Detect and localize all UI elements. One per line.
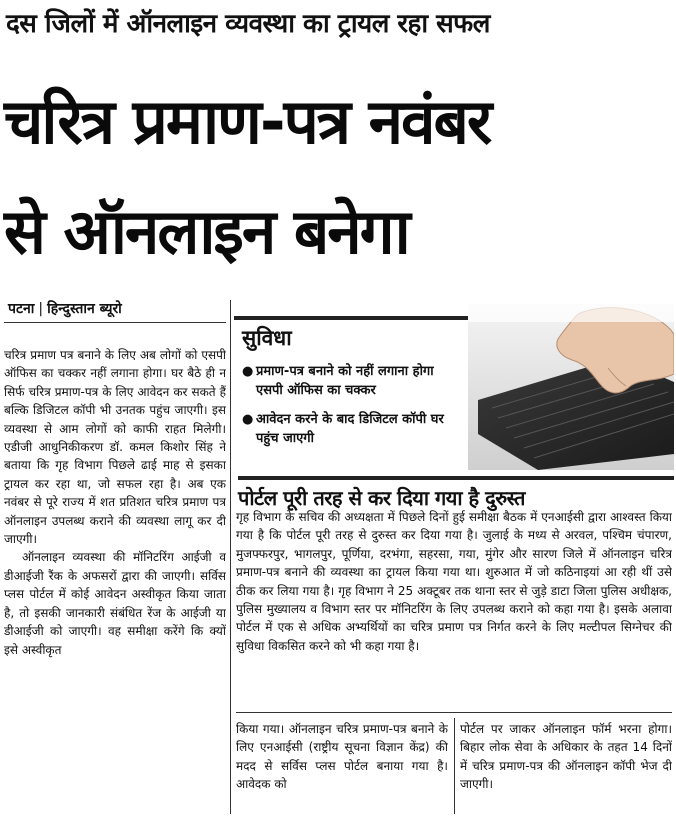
- left-paragraph-1: चरित्र प्रमाण पत्र बनाने के लिए अब लोगों को एसपी ऑफिस का चक्कर नहीं लगाना होगा। घर बैठे ही न सिर्फ चरित्र प्रमाण-पत्र के लिए आवेदन कर सकते हैं बल्कि डिजिटल कॉपी भी उनतक पहुंच जाएगी। इस व्यवस्था से आम लोगों को काफी राहत मिलेगी। एडीजी आधुनिकीकरण डॉ. कमल किशोर सिंह ने बताया कि गृह विभाग पिछले ढाई माह से इसका ट्रायल कर रहा था, जो सफल रहा है। अब एक नवंबर से पूरे राज्य में शत प्रतिशत चरित्र प्रमाण पत्र ऑनलाइन उपलब्ध कराने की व्यवस्था लागू कर दी जाएगी।: [4, 348, 226, 547]
- byline: [8, 299, 122, 318]
- byline-source: हिन्दुस्तान ब्यूरो: [47, 301, 122, 317]
- subsection-heading: पोर्टल पूरी तरह से कर दिया गया है दुरुस्त: [238, 476, 674, 511]
- keyboard-hand-photo-icon: [468, 304, 674, 470]
- facility-point-text: आवेदन करने के बाद डिजिटल कॉपी घर पहुंच जाएगी: [256, 412, 444, 446]
- column-divider-left: [230, 300, 231, 814]
- column-divider-bottom: [454, 718, 455, 814]
- byline-separator: |: [38, 301, 44, 317]
- facility-point: [240, 410, 462, 448]
- byline-place: पटना: [8, 301, 35, 317]
- subsection-body: [236, 508, 672, 708]
- kicker-headline: दस जिलों में ऑनलाइन व्यवस्था का ट्रायल रहा सफल: [6, 9, 490, 39]
- headline-line-2: से ऑनलाइन बनेगा: [4, 195, 409, 268]
- facility-box: [234, 310, 464, 470]
- bottom-column-1: [236, 720, 448, 816]
- bottom-column-2-text: पोर्टल पर जाकर ऑनलाइन फॉर्म भरना होगा। बिहार लोक सेवा के अधिकार के तहत 14 दिनों में चरित्र प्रमाण-पत्र की ऑनलाइन कॉपी भेज दी जाएगी।: [460, 722, 672, 792]
- facility-point: [240, 362, 462, 400]
- headline-line-1: चरित्र प्रमाण-पत्र नवंबर: [4, 85, 491, 158]
- left-paragraph-2: ऑनलाइन व्यवस्था की मॉनिटरिंग आईजी व डीआईजी रैंक के अफसरों द्वारा की जाएगी। सर्विस प्लस पोर्टल में कोई आवेदन अस्वीकृत किया जाता है, तो इसकी जानकारी संबंधित रेंज के आईजी या डीआईजी को जाएगी। वह समीक्षा करेंगे कि क्यों इसे अस्वीकृत: [4, 550, 226, 657]
- photo-illustration: [468, 304, 674, 470]
- bullet-icon: ●: [242, 364, 254, 379]
- subsection-paragraph: गृह विभाग के सचिव की अध्यक्षता में पिछले दिनों हुई समीक्षा बैठक में एनआईसी द्वारा आश्वस्त किया गया है कि पोर्टल पूरी तरह से दुरुस्त कर दिया गया है। जुलाई के मध्य से अरवल, पश्चिम चंपारण, मुजफ्फरपुर, भागलपुर, पूर्णिया, दरभंगा, सहरसा, गया, मुंगेर और सारण जिले में ऑनलाइन चरित्र प्रमाण-पत्र बनाने की व्यवस्था का ट्रायल किया गया था। शुरुआत में जो कठिनाइयां आ रही थीं उसे ठीक कर लिया गया है। गृह विभाग ने 25 अक्टूबर तक थाना स्तर से जुड़े डाटा जिला पुलिस अधीक्षक, पुलिस मुख्यालय व विभाग स्तर पर मॉनिटरिंग के लिए उपलब्ध कराने को कहा गया है। इसके अलावा पोर्टल में एक से अधिक अभ्यर्थियों का चरित्र प्रमाण पत्र निर्गत करने के लिए मल्टीपल सिग्नेचर की सुविधा विकसित करने को भी कहा गया है।: [236, 510, 672, 653]
- bottom-column-1-text: किया गया। ऑनलाइन चरित्र प्रमाण-पत्र बनाने के लिए एनआईसी (राष्ट्रीय सूचना विज्ञान केंद्र) की मदद से सर्विस प्लस पोर्टल बनाया गया है। आवेदक को: [236, 722, 448, 792]
- bottom-column-2: [460, 720, 672, 816]
- facility-heading: सुविधा: [234, 316, 472, 352]
- facility-list: [240, 362, 462, 458]
- bottom-rule: [236, 712, 672, 713]
- facility-point-text: प्रमाण-पत्र बनाने को नहीं लगाना होगा एसपी ऑफिस का चक्कर: [256, 364, 434, 398]
- byline-rule: [4, 322, 226, 323]
- bullet-icon: ●: [242, 412, 254, 427]
- left-column: [4, 346, 226, 814]
